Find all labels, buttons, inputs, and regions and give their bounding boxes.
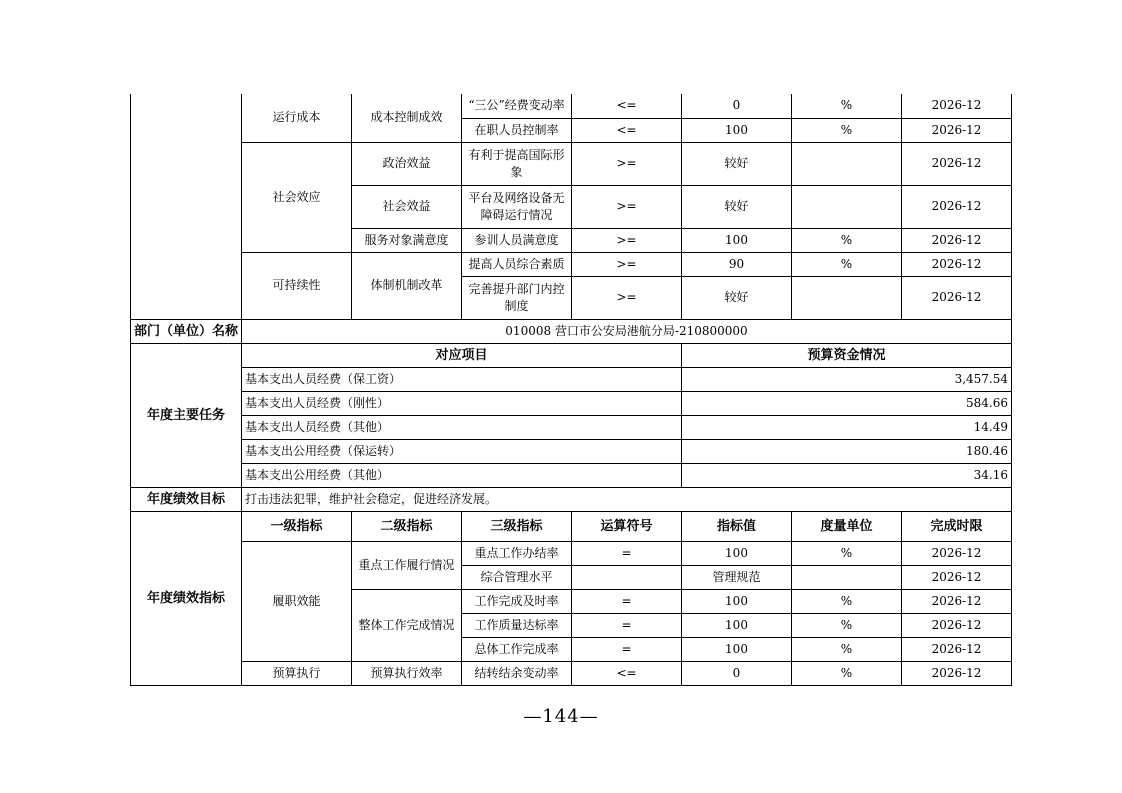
level1-cell: 可持续性 bbox=[242, 252, 352, 319]
level3-cell: 综合管理水平 bbox=[462, 565, 572, 589]
indicators-label: 年度绩效指标 bbox=[131, 511, 242, 685]
operator-cell: = bbox=[572, 613, 682, 637]
value-cell: 100 bbox=[682, 589, 792, 613]
table-row bbox=[131, 541, 1012, 565]
operator-cell bbox=[572, 565, 682, 589]
unit-cell: % bbox=[792, 589, 902, 613]
goal-row bbox=[131, 487, 1012, 511]
task-amount: 34.16 bbox=[682, 463, 1012, 487]
operator-cell: >= bbox=[572, 252, 682, 276]
goal-text: 打击违法犯罪，维护社会稳定，促进经济发展。 bbox=[242, 487, 1012, 511]
header-level2: 二级指标 bbox=[352, 511, 462, 541]
level3-cell: “三公”经费变动率 bbox=[462, 94, 572, 118]
level2-cell: 成本控制成效 bbox=[352, 94, 462, 142]
task-row bbox=[131, 439, 1012, 463]
level3-cell: 完善提升部门内控制度 bbox=[462, 276, 572, 319]
department-value: 010008 营口市公安局港航分局-210800000 bbox=[242, 319, 1012, 343]
level1-cell: 履职效能 bbox=[242, 541, 352, 661]
level3-cell: 提高人员综合素质 bbox=[462, 252, 572, 276]
task-name: 基本支出人员经费（刚性） bbox=[242, 391, 682, 415]
task-name: 基本支出公用经费（其他） bbox=[242, 463, 682, 487]
table-row bbox=[131, 252, 1012, 276]
deadline-cell: 2026-12 bbox=[902, 276, 1012, 319]
unit-cell: % bbox=[792, 228, 902, 252]
table-row bbox=[131, 661, 1012, 685]
tasks-project-header: 对应项目 bbox=[242, 343, 682, 367]
level3-cell: 有利于提高国际形象 bbox=[462, 142, 572, 185]
task-row bbox=[131, 391, 1012, 415]
operator-cell: <= bbox=[572, 661, 682, 685]
operator-cell: >= bbox=[572, 276, 682, 319]
tasks-budget-header: 预算资金情况 bbox=[682, 343, 1012, 367]
operator-cell: = bbox=[572, 541, 682, 565]
value-cell: 管理规范 bbox=[682, 565, 792, 589]
level2-cell: 社会效益 bbox=[352, 185, 462, 228]
level3-cell: 在职人员控制率 bbox=[462, 118, 572, 142]
level3-cell: 工作完成及时率 bbox=[462, 589, 572, 613]
unit-cell: % bbox=[792, 613, 902, 637]
task-amount: 180.46 bbox=[682, 439, 1012, 463]
table-row bbox=[131, 142, 1012, 185]
task-amount: 3,457.54 bbox=[682, 367, 1012, 391]
value-cell: 0 bbox=[682, 94, 792, 118]
level3-cell: 平台及网络设备无障碍运行情况 bbox=[462, 185, 572, 228]
deadline-cell: 2026-12 bbox=[902, 565, 1012, 589]
unit-cell bbox=[792, 185, 902, 228]
value-cell: 100 bbox=[682, 541, 792, 565]
level3-cell: 结转结余变动率 bbox=[462, 661, 572, 685]
header-level1: 一级指标 bbox=[242, 511, 352, 541]
header-value: 指标值 bbox=[682, 511, 792, 541]
tasks-header-row bbox=[131, 343, 1012, 367]
unit-cell: % bbox=[792, 637, 902, 661]
task-row bbox=[131, 463, 1012, 487]
operator-cell: >= bbox=[572, 142, 682, 185]
header-operator: 运算符号 bbox=[572, 511, 682, 541]
level3-cell: 工作质量达标率 bbox=[462, 613, 572, 637]
task-amount: 584.66 bbox=[682, 391, 1012, 415]
unit-cell bbox=[792, 565, 902, 589]
level2-cell: 整体工作完成情况 bbox=[352, 589, 462, 661]
deadline-cell: 2026-12 bbox=[902, 228, 1012, 252]
deadline-cell: 2026-12 bbox=[902, 185, 1012, 228]
unit-cell: % bbox=[792, 94, 902, 118]
unit-cell bbox=[792, 276, 902, 319]
deadline-cell: 2026-12 bbox=[902, 252, 1012, 276]
deadline-cell: 2026-12 bbox=[902, 637, 1012, 661]
table-row bbox=[131, 94, 1012, 118]
operator-cell: = bbox=[572, 637, 682, 661]
operator-cell: >= bbox=[572, 185, 682, 228]
header-unit: 度量单位 bbox=[792, 511, 902, 541]
deadline-cell: 2026-12 bbox=[902, 589, 1012, 613]
task-name: 基本支出公用经费（保运转） bbox=[242, 439, 682, 463]
deadline-cell: 2026-12 bbox=[902, 613, 1012, 637]
performance-table bbox=[130, 94, 1012, 686]
value-cell: 较好 bbox=[682, 276, 792, 319]
task-amount: 14.49 bbox=[682, 415, 1012, 439]
unit-cell bbox=[792, 142, 902, 185]
unit-cell: % bbox=[792, 541, 902, 565]
unit-cell: % bbox=[792, 252, 902, 276]
level3-cell: 重点工作办结率 bbox=[462, 541, 572, 565]
value-cell: 较好 bbox=[682, 185, 792, 228]
task-name: 基本支出人员经费（保工资） bbox=[242, 367, 682, 391]
level1-cell: 预算执行 bbox=[242, 661, 352, 685]
level3-cell: 参训人员满意度 bbox=[462, 228, 572, 252]
level2-cell: 服务对象满意度 bbox=[352, 228, 462, 252]
level2-cell: 预算执行效率 bbox=[352, 661, 462, 685]
operator-cell: <= bbox=[572, 94, 682, 118]
unit-cell: % bbox=[792, 661, 902, 685]
value-cell: 100 bbox=[682, 118, 792, 142]
operator-cell: = bbox=[572, 589, 682, 613]
value-cell: 90 bbox=[682, 252, 792, 276]
level2-cell: 体制机制改革 bbox=[352, 252, 462, 319]
value-cell: 0 bbox=[682, 661, 792, 685]
value-cell: 100 bbox=[682, 613, 792, 637]
level1-cell: 社会效应 bbox=[242, 142, 352, 252]
deadline-cell: 2026-12 bbox=[902, 541, 1012, 565]
page-number: —144— bbox=[523, 706, 599, 727]
level2-cell: 政治效益 bbox=[352, 142, 462, 185]
value-cell: 100 bbox=[682, 637, 792, 661]
task-row bbox=[131, 415, 1012, 439]
header-level3: 三级指标 bbox=[462, 511, 572, 541]
operator-cell: >= bbox=[572, 228, 682, 252]
goal-label: 年度绩效目标 bbox=[131, 487, 242, 511]
level3-cell: 总体工作完成率 bbox=[462, 637, 572, 661]
tasks-label: 年度主要任务 bbox=[131, 343, 242, 487]
deadline-cell: 2026-12 bbox=[902, 661, 1012, 685]
category-cell-continued bbox=[131, 94, 242, 319]
value-cell: 100 bbox=[682, 228, 792, 252]
operator-cell: <= bbox=[572, 118, 682, 142]
header-deadline: 完成时限 bbox=[902, 511, 1012, 541]
department-row bbox=[131, 319, 1012, 343]
task-row bbox=[131, 367, 1012, 391]
deadline-cell: 2026-12 bbox=[902, 94, 1012, 118]
unit-cell: % bbox=[792, 118, 902, 142]
department-label: 部门（单位）名称 bbox=[131, 319, 242, 343]
indicator-header-row bbox=[131, 511, 1012, 541]
task-name: 基本支出人员经费（其他） bbox=[242, 415, 682, 439]
level2-cell: 重点工作履行情况 bbox=[352, 541, 462, 589]
level1-cell: 运行成本 bbox=[242, 94, 352, 142]
deadline-cell: 2026-12 bbox=[902, 142, 1012, 185]
value-cell: 较好 bbox=[682, 142, 792, 185]
deadline-cell: 2026-12 bbox=[902, 118, 1012, 142]
